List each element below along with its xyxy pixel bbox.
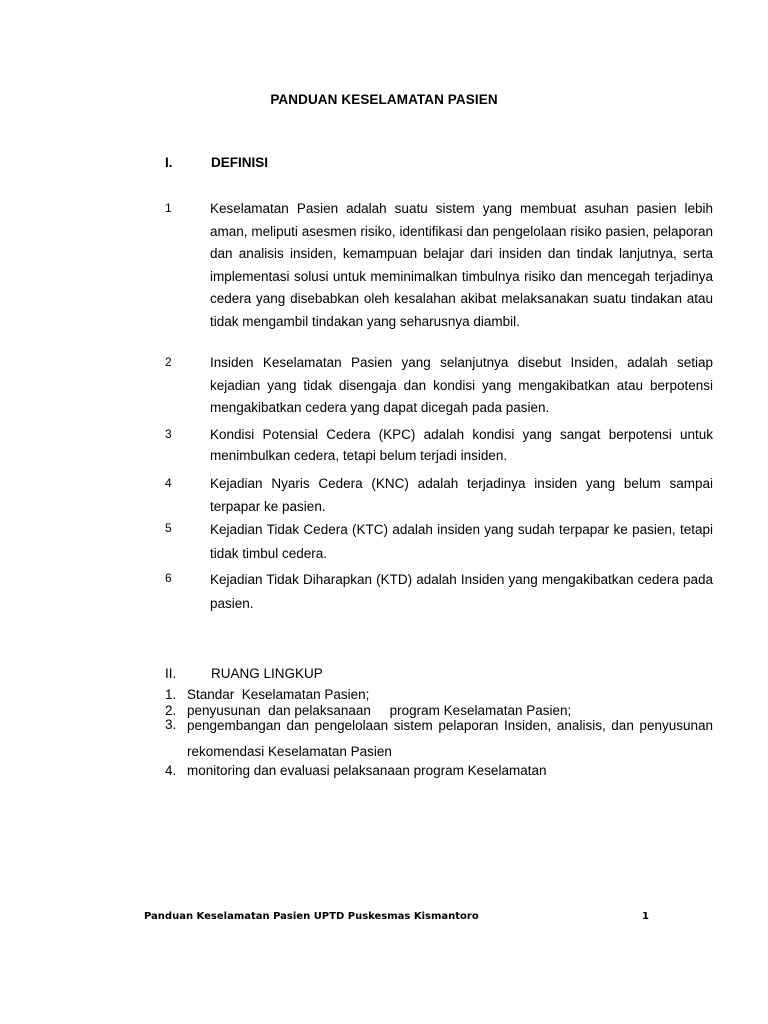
document-title bbox=[0, 92, 768, 107]
page-number: 1 bbox=[642, 911, 649, 922]
document-title-text: PANDUAN KESELAMATAN PASIEN bbox=[270, 92, 498, 107]
definition-number: 1 bbox=[165, 201, 172, 215]
definition-text: Kejadian Tidak Diharapkan (KTD) adalah Insiden yang mengakibatkan cedera pada pasien. bbox=[210, 572, 713, 611]
section-1-number: I. bbox=[165, 155, 173, 170]
scope-number: 3. bbox=[165, 717, 177, 732]
definition-number: 6 bbox=[165, 571, 172, 585]
definition-text: Insiden Keselamatan Pasien yang selanjutnya disebut Insiden, adalah setiap kejadian yang tidak disengaja dan kondisi yang mengakibatkan atau berpotensi mengakibatkan cedera yang dapat dicegah pada pasien. bbox=[210, 355, 713, 416]
scope-text: penyusunan dan pelaksanaan program Keselamatan Pasien; bbox=[187, 703, 572, 718]
definition-text: Kejadian Tidak Cedera (KTC) adalah insiden yang sudah terpapar ke pasien, tetapi tidak timbul cedera. bbox=[210, 522, 713, 561]
definition-text: Keselamatan Pasien adalah suatu sistem yang membuat asuhan pasien lebih aman, meliputi asesmen risiko, identifikasi dan pengelolaan risiko pasien, pelaporan dan analisis insiden, kemampuan belajar dari insiden dan tindak lanjutnya, serta implementasi solusi untuk meminimalkan timbulnya risiko dan mencegah terjadinya cedera yang disebabkan oleh kesalahan akibat melaksanakan suatu tindakan atau tidak mengambil tindakan yang seharusnya diambil. bbox=[210, 201, 713, 329]
scope-text: Standar Keselamatan Pasien; bbox=[187, 687, 370, 702]
scope-text: pengembangan dan pengelolaan sistem pelaporan Insiden, analisis, dan penyusunan rekomendasi Keselamatan Pasien bbox=[187, 718, 713, 759]
definition-text: Kejadian Nyaris Cedera (KNC) adalah terjadinya insiden yang belum sampai terpapar ke pasien. bbox=[210, 476, 713, 514]
definition-text: Kondisi Potensial Cedera (KPC) adalah kondisi yang sangat berpotensi untuk menimbulkan cedera, tetapi belum terjadi insiden. bbox=[210, 427, 713, 463]
definition-number: 4 bbox=[165, 476, 172, 490]
footer-text: Panduan Keselamatan Pasien UPTD Puskesmas Kismantoro bbox=[144, 911, 479, 922]
scope-number: 1. bbox=[165, 687, 177, 702]
section-1-title: DEFINISI bbox=[211, 155, 269, 170]
scope-number: 4. bbox=[165, 763, 177, 778]
scope-text: monitoring dan evaluasi pelaksanaan program Keselamatan bbox=[187, 763, 547, 778]
section-2-title: RUANG LINGKUP bbox=[211, 666, 323, 681]
section-2-number: II. bbox=[165, 666, 177, 681]
definition-number: 3 bbox=[165, 427, 172, 441]
scope-number: 2. bbox=[165, 703, 177, 718]
definition-number: 2 bbox=[165, 355, 172, 369]
definition-number: 5 bbox=[165, 521, 172, 535]
